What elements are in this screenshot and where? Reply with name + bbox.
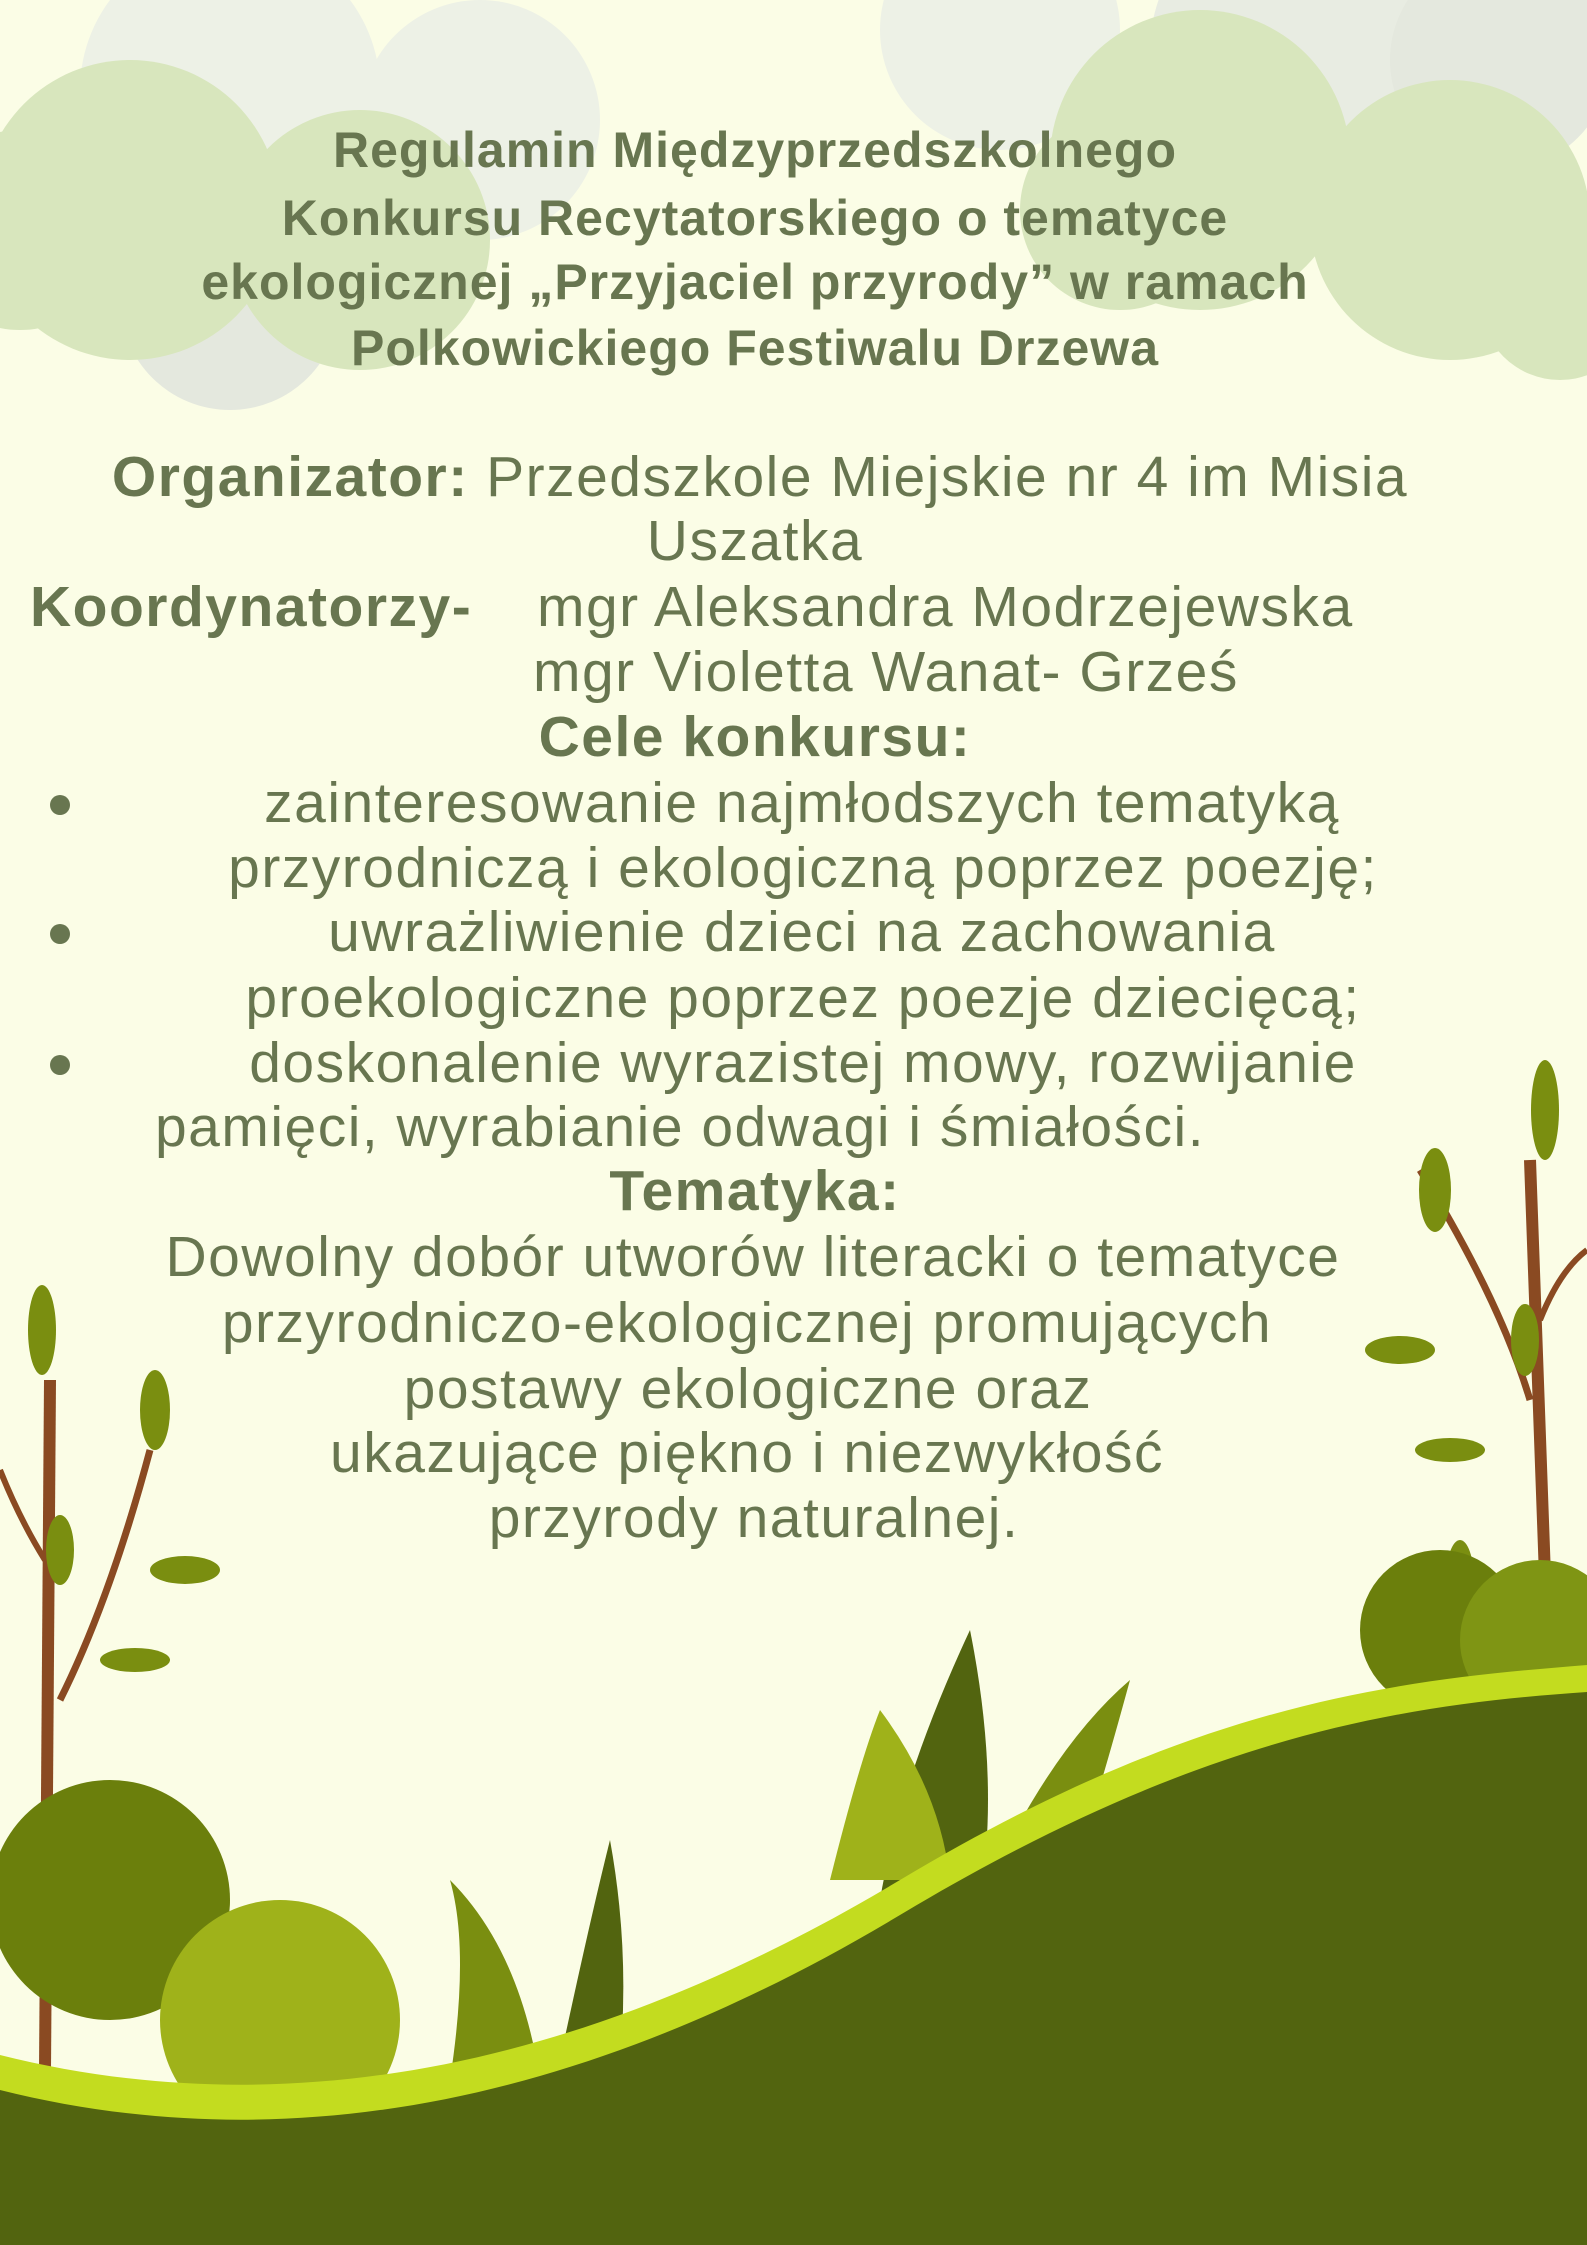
title-line: Regulamin Międzyprzedszkolnego [332,122,1178,178]
bullet-icon [50,1055,70,1075]
title-line: Polkowickiego Festiwalu Drzewa [350,320,1160,376]
goal-item: doskonalenie wyrazistej mowy, rozwijanie [249,1031,1357,1095]
goal-item: uwrażliwienie dzieci na zachowania [328,900,1276,964]
coordinators-label: Koordynatorzy- [30,575,473,639]
topic-line: Dowolny dobór utworów literacki o tematyce [165,1225,1341,1289]
topic-line: postawy ekologiczne oraz [403,1357,1093,1421]
coordinator-name: mgr Violetta Wanat- Grześ [533,640,1239,704]
goal-item-cont: proekologiczne poprzez poezje dziecięcą; [245,966,1361,1030]
topic-heading: Tematyka: [609,1159,901,1223]
title-line: ekologicznej „Przyjaciel przyrody” w ramach [201,254,1309,310]
tree-right [1360,1060,1587,1720]
topic-line: przyrodniczo-ekologicznej promujących [221,1291,1273,1355]
goals-heading: Cele konkursu: [538,705,972,769]
tree-left [0,1285,400,2140]
goal-item: zainteresowanie najmłodszych tematyką [264,771,1340,835]
topic-line: ukazujące piękno i niezwykłość [330,1421,1164,1485]
goal-item-cont: pamięci, wyrabianie odwagi i śmiałości. [154,1095,1206,1159]
title-line: Konkursu Recytatorskiego o tematyce [281,190,1229,246]
bullet-icon [50,795,70,815]
organizer-line [112,444,1408,510]
organizer-value-cont: Uszatka [646,509,864,573]
coordinator-name: mgr Aleksandra Modrzejewska [537,575,1354,639]
topic-line: przyrody naturalnej. [488,1486,1020,1550]
goal-item-cont: przyrodniczą i ekologiczną poprzez poezję; [228,836,1378,900]
organizer-label: Organizator: [111,445,469,509]
bullet-icon [50,924,70,944]
organizer-value: Przedszkole Miejskie nr 4 im Misia [468,445,1409,509]
